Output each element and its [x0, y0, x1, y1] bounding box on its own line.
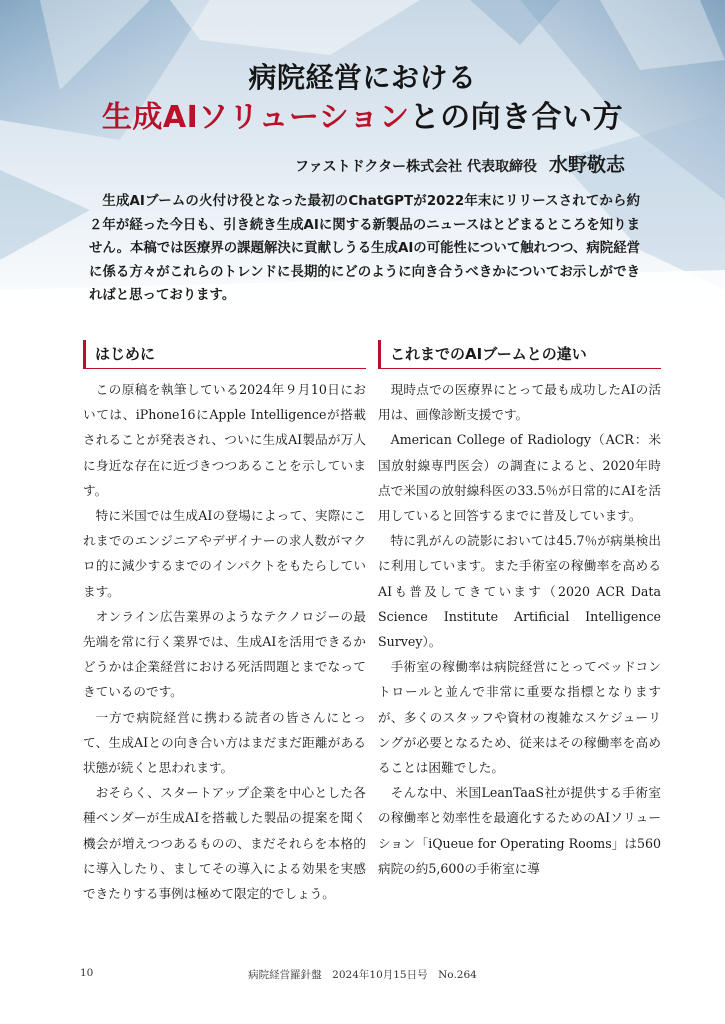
- article-title-rest: との向き合い方: [409, 100, 624, 135]
- body-paragraph: オンライン広告業界のようなテクノロジーの最先端を常に行く業界では、生成AIを活用できるかどうかは企業経営における死活問題とまでなってきているのです。: [83, 608, 366, 700]
- publication-info: 病院経営羅針盤 2024年10月15日号 No.264: [248, 969, 477, 981]
- body-paragraph: 特に米国では生成AIの登場によって、実際にこれまでのエンジニアやデザイナーの求人数がマクロ的に減少するまでのインパクトをもたらしています。: [83, 508, 366, 599]
- body-paragraph: この原稿を執筆している2024年９月10日においては、iPhone16にApple Intelligenceが搭載されることが発表され、ついに生成AI製品が万人に身近な存在に近づきつつあることを示しています。: [83, 382, 366, 498]
- body-paragraph: おそらく、スタートアップ企業を中心とした各種ベンダーが生成AIを搭載した製品の提案を聞く機会が増えつつあるものの、まだそれらを本格的に導入したり、ましてその導入による効果を実感できたりする事例は極めて限定的でしょう。: [83, 785, 366, 902]
- left-column: [83, 340, 366, 906]
- body-paragraph: 現時点での医療界にとって最も成功したAIの活用は、画像診断支援です。: [378, 382, 661, 423]
- author-byline: [295, 150, 625, 177]
- article-title-line2: [0, 92, 725, 136]
- article-title-line1: 病院経営における: [248, 61, 477, 94]
- body-paragraph: American College of Radiology（ACR：米国放射線専門医会）の調査によると、2020年時点で米国の放射線科医の33.5％が日常的にAIを活用していると回答するまでに普及しています。: [378, 432, 661, 524]
- author-affiliation: ファストドクター株式会社 代表取締役: [294, 159, 537, 175]
- page-number: 10: [80, 967, 94, 979]
- lead-paragraph: 生成AIブームの火付け役となった最初のChatGPTが2022年末にリリースされてから約２年が経った今日も、引き続き生成AIに関する新製品のニュースはとどまるところを知りません。本稿では医療界の課題解決に貢献しうる生成AIの可能性について触れつつ、病院経営に係る方々がこれらのトレンドに長期的にどのように向き合うべきかについてお示しができればと思っております。: [89, 194, 640, 303]
- section-heading-difference: これまでのAIブームとの違い: [378, 340, 661, 369]
- article-title-highlight: 生成AIソリューション: [101, 100, 410, 135]
- body-paragraph: そんな中、米国LeanTaaS社が提供する手術室の稼働率と効率性を最適化するためのAIソリューション「iQueue for Operating Rooms」は560病院の約5,600の手術室に導: [378, 785, 661, 876]
- body-paragraph: 一方で病院経営に携わる読者の皆さんにとって、生成AIとの向き合い方はまだまだ距離がある状態が続くと思われます。: [83, 709, 366, 776]
- author-name: 水野敬志: [548, 154, 625, 176]
- right-column: [378, 340, 661, 881]
- body-paragraph: 手術室の稼働率は病院経営にとってベッドコントロールと並んで非常に重要な指標となりますが、多くのスタッフや資材の複雑なスケジューリングが必要となるため、従来はその稼働率を高めることは困難でした。: [378, 659, 661, 776]
- section-heading-intro: はじめに: [83, 340, 366, 369]
- body-paragraph: 特に乳がんの読影においては45.7％が病巣検出に利用しています。また手術室の稼働率を高めるAIも普及してきています（2020 ACR Data Science Institute Artificial Intelligence Survey）。: [378, 533, 661, 650]
